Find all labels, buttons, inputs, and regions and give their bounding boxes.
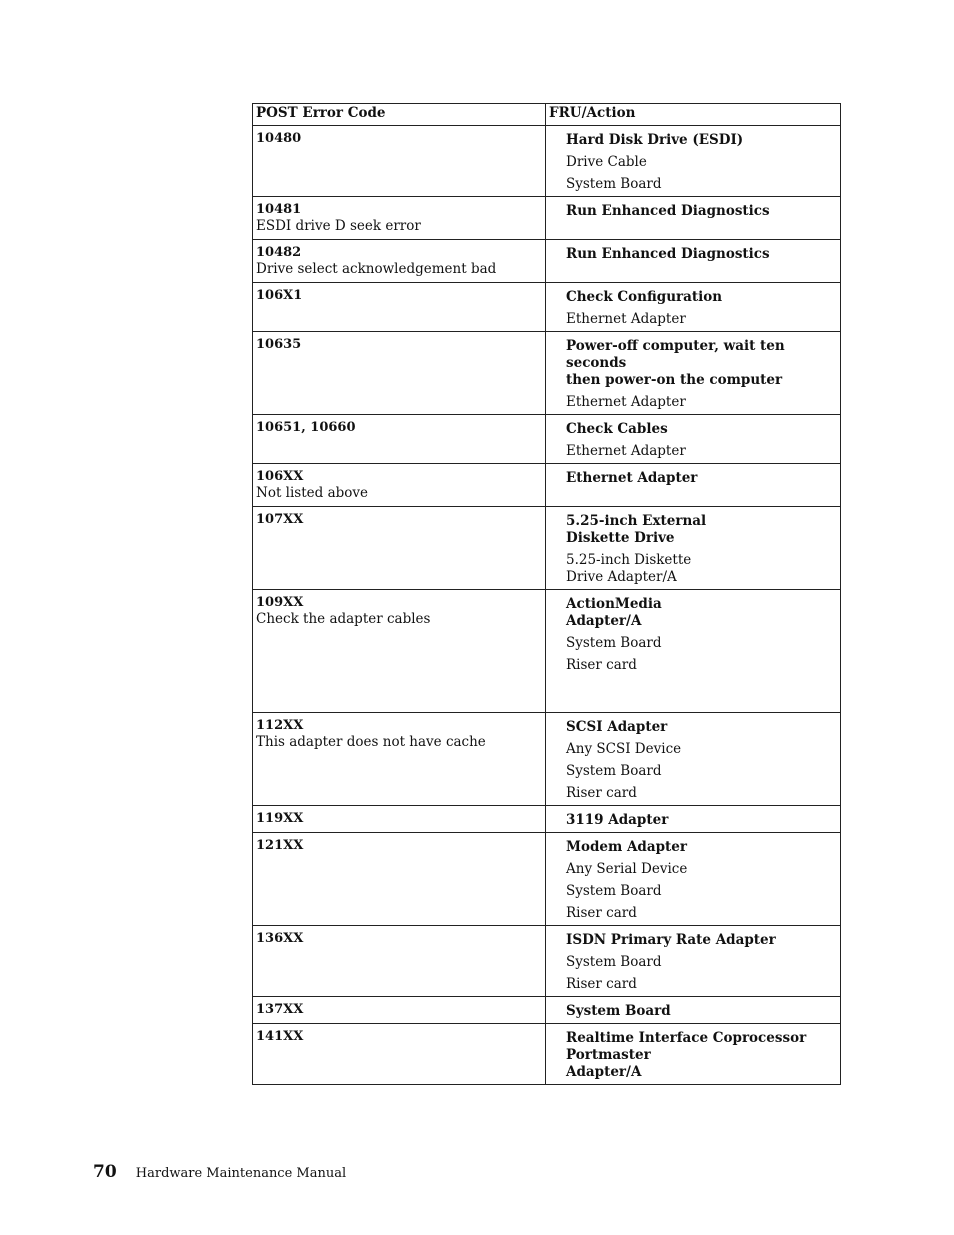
error-description: Check the adapter cables [256, 611, 431, 627]
fru-action-item [566, 470, 837, 487]
fru-action-item [566, 719, 837, 736]
post-error-table [252, 103, 841, 1085]
table-row [253, 464, 841, 507]
table-row [253, 806, 841, 833]
fru-action-line: System Board [566, 883, 662, 899]
fru-action-line: Diskette Drive [566, 530, 675, 546]
fru-action-cell [546, 507, 841, 590]
fru-action-item [566, 513, 837, 547]
error-code-cell [253, 507, 546, 590]
fru-action-line: Drive Adapter/A [566, 569, 677, 585]
fru-action-item [566, 905, 837, 922]
error-description: This adapter does not have cache [256, 734, 486, 750]
fru-action-item [566, 552, 837, 586]
table-row [253, 590, 841, 713]
error-code-cell [253, 806, 546, 833]
error-code: 106XX [256, 469, 304, 484]
fru-action-line: Any SCSI Device [566, 741, 682, 757]
fru-action-line: Check Configuration [566, 289, 723, 305]
fru-action-item [566, 1030, 837, 1081]
fru-action-line: Adapter/A [566, 613, 642, 629]
error-code: 109XX [256, 595, 304, 610]
table-row [253, 240, 841, 283]
fru-action-line: Ethernet Adapter [566, 394, 686, 410]
fru-action-item [566, 394, 837, 411]
fru-action-cell [546, 1024, 841, 1085]
fru-action-line: System Board [566, 1003, 671, 1019]
fru-action-line: SCSI Adapter [566, 719, 668, 735]
fru-action-line: Power-off computer, wait ten seconds [566, 338, 785, 371]
fru-action-line: Riser card [566, 785, 637, 801]
error-code-cell [253, 283, 546, 332]
table-body [253, 126, 841, 1085]
fru-action-line: System Board [566, 635, 662, 651]
fru-action-line: then power-on the computer [566, 372, 783, 388]
table-row [253, 415, 841, 464]
fru-action-line: System Board [566, 176, 662, 192]
error-code-cell [253, 126, 546, 197]
fru-action-cell [546, 240, 841, 283]
fru-action-line: Run Enhanced Diagnostics [566, 203, 770, 219]
fru-action-cell [546, 997, 841, 1024]
fru-action-item [566, 741, 837, 758]
manual-title: Hardware Maintenance Manual [135, 1166, 347, 1181]
fru-action-item [566, 421, 837, 438]
error-description: Not listed above [256, 485, 369, 501]
error-code-cell [253, 713, 546, 806]
fru-action-item [566, 311, 837, 328]
error-code: 141XX [256, 1029, 304, 1044]
fru-action-cell [546, 126, 841, 197]
table-row [253, 713, 841, 806]
page-footer [93, 1162, 346, 1182]
fru-action-item [566, 932, 837, 949]
fru-action-line: 3119 Adapter [566, 812, 669, 828]
fru-action-cell [546, 283, 841, 332]
fru-action-item [566, 132, 837, 149]
column-header-error-code: POST Error Code [253, 104, 546, 126]
fru-action-line: 5.25-inch External [566, 513, 707, 529]
fru-action-cell [546, 197, 841, 240]
error-code: 121XX [256, 838, 304, 853]
fru-action-item [566, 154, 837, 171]
fru-action-item [566, 861, 837, 878]
fru-action-line: System Board [566, 763, 662, 779]
table-header-row [253, 104, 841, 126]
error-code-cell [253, 1024, 546, 1085]
table-row [253, 283, 841, 332]
error-code-cell [253, 926, 546, 997]
fru-action-line: Check Cables [566, 421, 668, 437]
fru-action-item [566, 635, 837, 652]
fru-action-line: Ethernet Adapter [566, 470, 698, 486]
error-description: Drive select acknowledgement bad [256, 261, 497, 277]
error-code-cell [253, 415, 546, 464]
table-row [253, 126, 841, 197]
error-code: 107XX [256, 512, 304, 527]
fru-action-line: Riser card [566, 976, 637, 992]
table-row [253, 507, 841, 590]
fru-action-line: ISDN Primary Rate Adapter [566, 932, 776, 948]
fru-action-item [566, 338, 837, 389]
fru-action-item [566, 954, 837, 971]
fru-action-cell [546, 713, 841, 806]
table-row [253, 197, 841, 240]
fru-action-cell [546, 590, 841, 713]
fru-action-cell [546, 926, 841, 997]
fru-action-item [566, 203, 837, 220]
error-code: 136XX [256, 931, 304, 946]
error-code: 10481 [256, 202, 302, 217]
error-code: 106X1 [256, 288, 303, 303]
fru-action-cell [546, 833, 841, 926]
fru-action-item [566, 657, 837, 674]
fru-action-cell [546, 464, 841, 507]
error-code-cell [253, 997, 546, 1024]
fru-action-line: Riser card [566, 657, 637, 673]
fru-action-item [566, 1003, 837, 1020]
fru-action-line: Adapter/A [566, 1064, 642, 1080]
error-code-cell [253, 240, 546, 283]
fru-action-item [566, 596, 837, 630]
table-row [253, 1024, 841, 1085]
fru-action-item [566, 176, 837, 193]
page-number: 70 [93, 1162, 117, 1182]
fru-action-line: Riser card [566, 905, 637, 921]
fru-action-line: ActionMedia [566, 596, 662, 612]
fru-action-cell [546, 332, 841, 415]
fru-action-item [566, 289, 837, 306]
error-code: 10480 [256, 131, 302, 146]
fru-action-line: Modem Adapter [566, 839, 687, 855]
fru-action-line: Any Serial Device [566, 861, 688, 877]
error-code: 10651, 10660 [256, 420, 356, 435]
fru-action-cell [546, 806, 841, 833]
fru-action-line: System Board [566, 954, 662, 970]
error-code-cell [253, 464, 546, 507]
fru-action-cell [546, 415, 841, 464]
fru-action-item [566, 246, 837, 263]
fru-action-line: Realtime Interface Coprocessor [566, 1030, 807, 1046]
error-code: 112XX [256, 718, 304, 733]
fru-action-item [566, 785, 837, 802]
fru-action-item [566, 839, 837, 856]
fru-action-item [566, 883, 837, 900]
fru-action-item [566, 976, 837, 993]
fru-action-item [566, 443, 837, 460]
table-row [253, 833, 841, 926]
error-description: ESDI drive D seek error [256, 218, 421, 234]
fru-action-line: Hard Disk Drive (ESDI) [566, 132, 744, 148]
fru-action-line: Portmaster [566, 1047, 651, 1063]
error-code-cell [253, 332, 546, 415]
error-code-cell [253, 197, 546, 240]
error-code-cell [253, 833, 546, 926]
error-code: 119XX [256, 811, 304, 826]
fru-action-item [566, 763, 837, 780]
column-header-fru-action: FRU/Action [546, 104, 841, 126]
error-code: 10482 [256, 245, 302, 260]
fru-action-line: 5.25-inch Diskette [566, 552, 692, 568]
fru-action-item [566, 812, 837, 829]
fru-action-line: Run Enhanced Diagnostics [566, 246, 770, 262]
table-row [253, 997, 841, 1024]
fru-action-line: Drive Cable [566, 154, 647, 170]
table-row [253, 332, 841, 415]
fru-action-line: Ethernet Adapter [566, 311, 686, 327]
error-code: 10635 [256, 337, 302, 352]
fru-action-line: Ethernet Adapter [566, 443, 686, 459]
error-code-cell [253, 590, 546, 713]
table-row [253, 926, 841, 997]
error-code: 137XX [256, 1002, 304, 1017]
